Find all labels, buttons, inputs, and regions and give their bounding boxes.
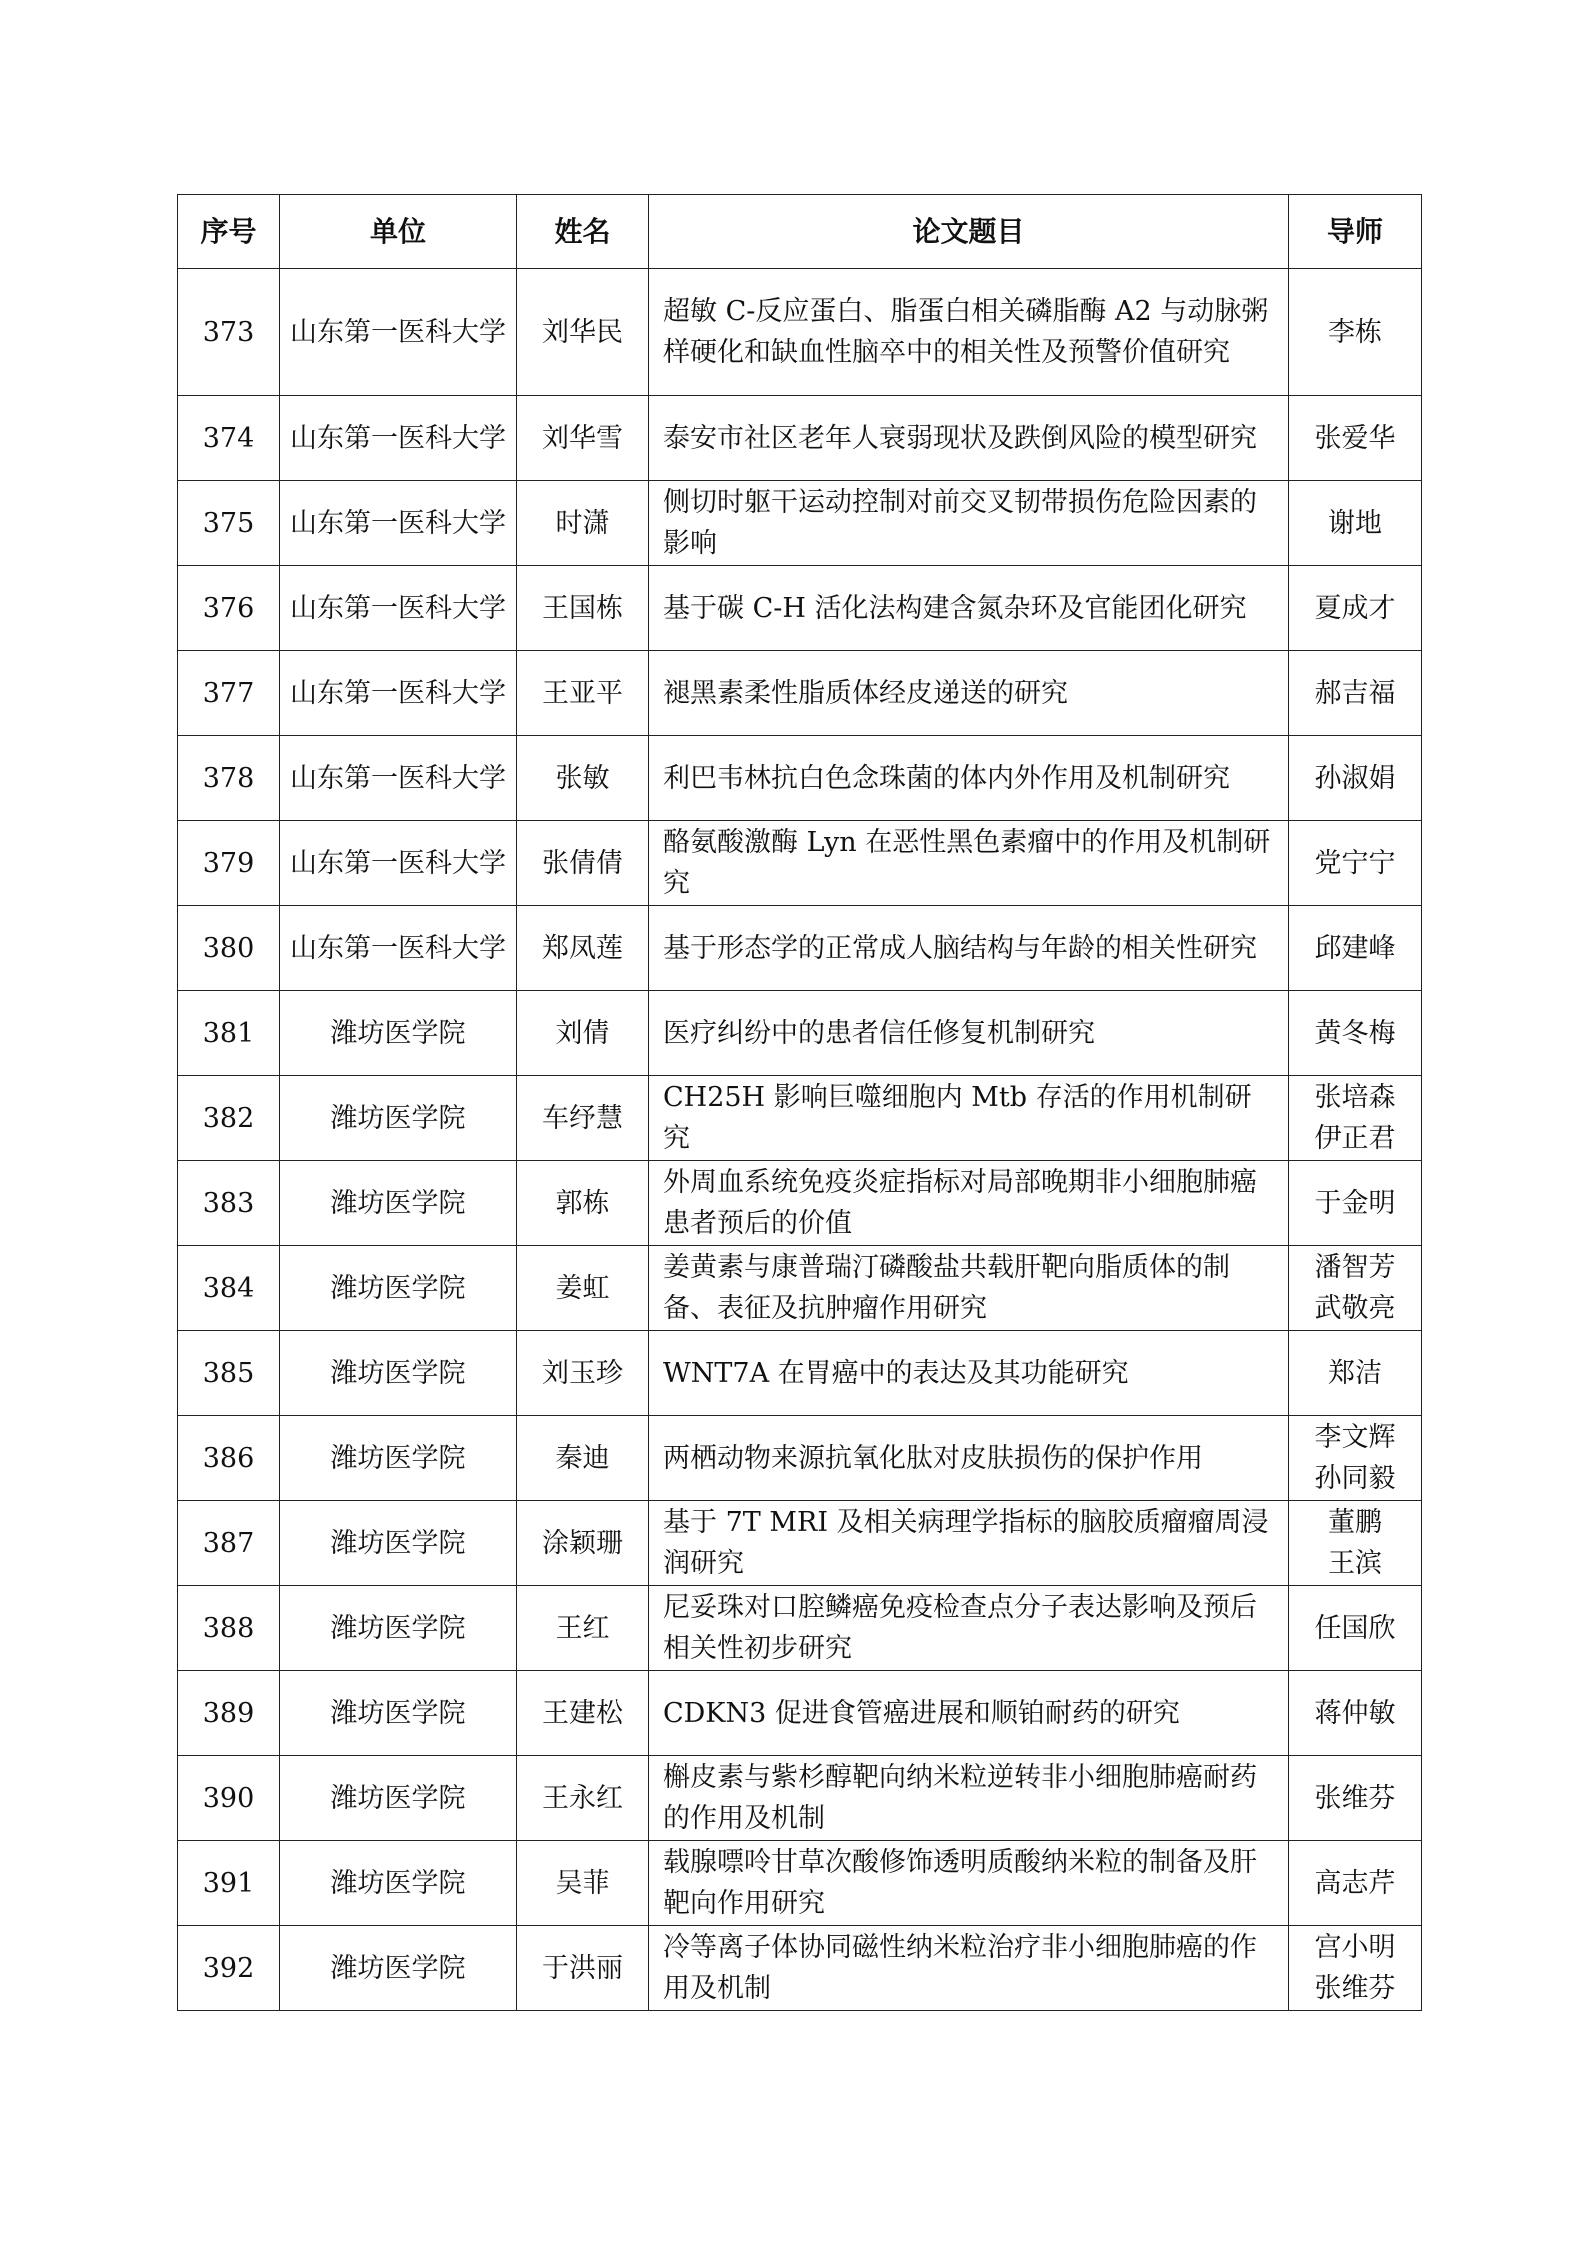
- cell-unit: 山东第一医科大学: [280, 566, 517, 651]
- cell-no: 374: [178, 396, 280, 481]
- cell-tutor: 蒋仲敏: [1289, 1671, 1422, 1756]
- cell-title: 基于碳 C-H 活化法构建含氮杂环及官能团化研究: [649, 566, 1289, 651]
- cell-tutor: 李栋: [1289, 269, 1422, 396]
- cell-name: 时潇: [517, 481, 649, 566]
- cell-unit: 山东第一医科大学: [280, 821, 517, 906]
- cell-title: CH25H 影响巨噬细胞内 Mtb 存活的作用机制研究: [649, 1076, 1289, 1161]
- cell-title: 基于形态学的正常成人脑结构与年龄的相关性研究: [649, 906, 1289, 991]
- cell-no: 382: [178, 1076, 280, 1161]
- cell-tutor: 郝吉福: [1289, 651, 1422, 736]
- cell-title: 利巴韦林抗白色念珠菌的体内外作用及机制研究: [649, 736, 1289, 821]
- table-row: [178, 651, 1422, 736]
- cell-no: 388: [178, 1586, 280, 1671]
- cell-title: 褪黑素柔性脂质体经皮递送的研究: [649, 651, 1289, 736]
- cell-no: 378: [178, 736, 280, 821]
- cell-tutor: 宫小明 张维芬: [1289, 1926, 1422, 2011]
- table-row: [178, 1671, 1422, 1756]
- cell-tutor: 张爱华: [1289, 396, 1422, 481]
- cell-title: 泰安市社区老年人衰弱现状及跌倒风险的模型研究: [649, 396, 1289, 481]
- cell-tutor: 邱建峰: [1289, 906, 1422, 991]
- cell-name: 王亚平: [517, 651, 649, 736]
- cell-name: 刘华民: [517, 269, 649, 396]
- header-row: [178, 195, 1422, 269]
- cell-tutor: 孙淑娟: [1289, 736, 1422, 821]
- cell-name: 张倩倩: [517, 821, 649, 906]
- cell-name: 吴菲: [517, 1841, 649, 1926]
- cell-no: 376: [178, 566, 280, 651]
- header-no: 序号: [178, 195, 280, 269]
- cell-unit: 潍坊医学院: [280, 1756, 517, 1841]
- cell-unit: 潍坊医学院: [280, 991, 517, 1076]
- table-row: [178, 906, 1422, 991]
- table-row: [178, 1926, 1422, 2011]
- cell-unit: 潍坊医学院: [280, 1416, 517, 1501]
- table-body: [178, 269, 1422, 2011]
- cell-title: 酪氨酸激酶 Lyn 在恶性黑色素瘤中的作用及机制研究: [649, 821, 1289, 906]
- table-row: [178, 1501, 1422, 1586]
- cell-unit: 潍坊医学院: [280, 1671, 517, 1756]
- cell-name: 秦迪: [517, 1416, 649, 1501]
- cell-no: 390: [178, 1756, 280, 1841]
- cell-name: 刘华雪: [517, 396, 649, 481]
- table-row: [178, 481, 1422, 566]
- cell-no: 391: [178, 1841, 280, 1926]
- table-row: [178, 1841, 1422, 1926]
- cell-no: 387: [178, 1501, 280, 1586]
- thesis-table: [177, 194, 1422, 2011]
- cell-unit: 山东第一医科大学: [280, 269, 517, 396]
- cell-tutor: 于金明: [1289, 1161, 1422, 1246]
- cell-title: 医疗纠纷中的患者信任修复机制研究: [649, 991, 1289, 1076]
- cell-tutor: 潘智芳 武敬亮: [1289, 1246, 1422, 1331]
- cell-no: 385: [178, 1331, 280, 1416]
- cell-unit: 潍坊医学院: [280, 1161, 517, 1246]
- cell-unit: 山东第一医科大学: [280, 906, 517, 991]
- cell-unit: 山东第一医科大学: [280, 396, 517, 481]
- cell-unit: 潍坊医学院: [280, 1246, 517, 1331]
- cell-name: 郑凤莲: [517, 906, 649, 991]
- table-row: [178, 1756, 1422, 1841]
- table-row: [178, 1161, 1422, 1246]
- cell-title: 两栖动物来源抗氧化肽对皮肤损伤的保护作用: [649, 1416, 1289, 1501]
- cell-title: 槲皮素与紫杉醇靶向纳米粒逆转非小细胞肺癌耐药的作用及机制: [649, 1756, 1289, 1841]
- cell-tutor: 董鹏 王滨: [1289, 1501, 1422, 1586]
- cell-title: 外周血系统免疫炎症指标对局部晚期非小细胞肺癌患者预后的价值: [649, 1161, 1289, 1246]
- cell-unit: 山东第一医科大学: [280, 481, 517, 566]
- cell-no: 383: [178, 1161, 280, 1246]
- cell-name: 郭栋: [517, 1161, 649, 1246]
- cell-title: 基于 7T MRI 及相关病理学指标的脑胶质瘤瘤周浸润研究: [649, 1501, 1289, 1586]
- table-row: [178, 736, 1422, 821]
- cell-unit: 山东第一医科大学: [280, 736, 517, 821]
- cell-tutor: 任国欣: [1289, 1586, 1422, 1671]
- table-row: [178, 821, 1422, 906]
- cell-tutor: 高志芹: [1289, 1841, 1422, 1926]
- cell-title: 侧切时躯干运动控制对前交叉韧带损伤危险因素的影响: [649, 481, 1289, 566]
- header-name: 姓名: [517, 195, 649, 269]
- cell-tutor: 夏成才: [1289, 566, 1422, 651]
- header-title: 论文题目: [649, 195, 1289, 269]
- cell-title: 载腺嘌呤甘草次酸修饰透明质酸纳米粒的制备及肝靶向作用研究: [649, 1841, 1289, 1926]
- cell-title: 冷等离子体协同磁性纳米粒治疗非小细胞肺癌的作用及机制: [649, 1926, 1289, 2011]
- cell-unit: 山东第一医科大学: [280, 651, 517, 736]
- table-row: [178, 991, 1422, 1076]
- cell-tutor: 谢地: [1289, 481, 1422, 566]
- header-unit: 单位: [280, 195, 517, 269]
- cell-title: 尼妥珠对口腔鳞癌免疫检查点分子表达影响及预后相关性初步研究: [649, 1586, 1289, 1671]
- cell-unit: 潍坊医学院: [280, 1331, 517, 1416]
- table-row: [178, 1416, 1422, 1501]
- cell-no: 377: [178, 651, 280, 736]
- cell-tutor: 黄冬梅: [1289, 991, 1422, 1076]
- cell-unit: 潍坊医学院: [280, 1501, 517, 1586]
- table-row: [178, 1586, 1422, 1671]
- cell-unit: 潍坊医学院: [280, 1076, 517, 1161]
- cell-name: 姜虹: [517, 1246, 649, 1331]
- cell-title: CDKN3 促进食管癌进展和顺铂耐药的研究: [649, 1671, 1289, 1756]
- cell-no: 389: [178, 1671, 280, 1756]
- cell-tutor: 张维芬: [1289, 1756, 1422, 1841]
- cell-name: 涂颖珊: [517, 1501, 649, 1586]
- cell-title: 姜黄素与康普瑞汀磷酸盐共载肝靶向脂质体的制备、表征及抗肿瘤作用研究: [649, 1246, 1289, 1331]
- cell-no: 381: [178, 991, 280, 1076]
- cell-no: 392: [178, 1926, 280, 2011]
- cell-no: 386: [178, 1416, 280, 1501]
- cell-unit: 潍坊医学院: [280, 1841, 517, 1926]
- cell-name: 王红: [517, 1586, 649, 1671]
- cell-no: 384: [178, 1246, 280, 1331]
- cell-name: 刘倩: [517, 991, 649, 1076]
- cell-unit: 潍坊医学院: [280, 1926, 517, 2011]
- table-row: [178, 1246, 1422, 1331]
- cell-name: 王永红: [517, 1756, 649, 1841]
- cell-title: 超敏 C-反应蛋白、脂蛋白相关磷脂酶 A2 与动脉粥样硬化和缺血性脑卒中的相关性及预警价值研究: [649, 269, 1289, 396]
- cell-name: 王建松: [517, 1671, 649, 1756]
- table-row: [178, 1331, 1422, 1416]
- cell-tutor: 张培森 伊正君: [1289, 1076, 1422, 1161]
- cell-no: 379: [178, 821, 280, 906]
- cell-title: WNT7A 在胃癌中的表达及其功能研究: [649, 1331, 1289, 1416]
- cell-tutor: 党宁宁: [1289, 821, 1422, 906]
- table-row: [178, 269, 1422, 396]
- cell-name: 王国栋: [517, 566, 649, 651]
- cell-no: 380: [178, 906, 280, 991]
- table-row: [178, 566, 1422, 651]
- cell-name: 车纾慧: [517, 1076, 649, 1161]
- cell-name: 张敏: [517, 736, 649, 821]
- cell-tutor: 李文辉 孙同毅: [1289, 1416, 1422, 1501]
- header-tutor: 导师: [1289, 195, 1422, 269]
- cell-tutor: 郑洁: [1289, 1331, 1422, 1416]
- cell-no: 373: [178, 269, 280, 396]
- cell-name: 刘玉珍: [517, 1331, 649, 1416]
- cell-unit: 潍坊医学院: [280, 1586, 517, 1671]
- table-row: [178, 396, 1422, 481]
- table-row: [178, 1076, 1422, 1161]
- cell-name: 于洪丽: [517, 1926, 649, 2011]
- cell-no: 375: [178, 481, 280, 566]
